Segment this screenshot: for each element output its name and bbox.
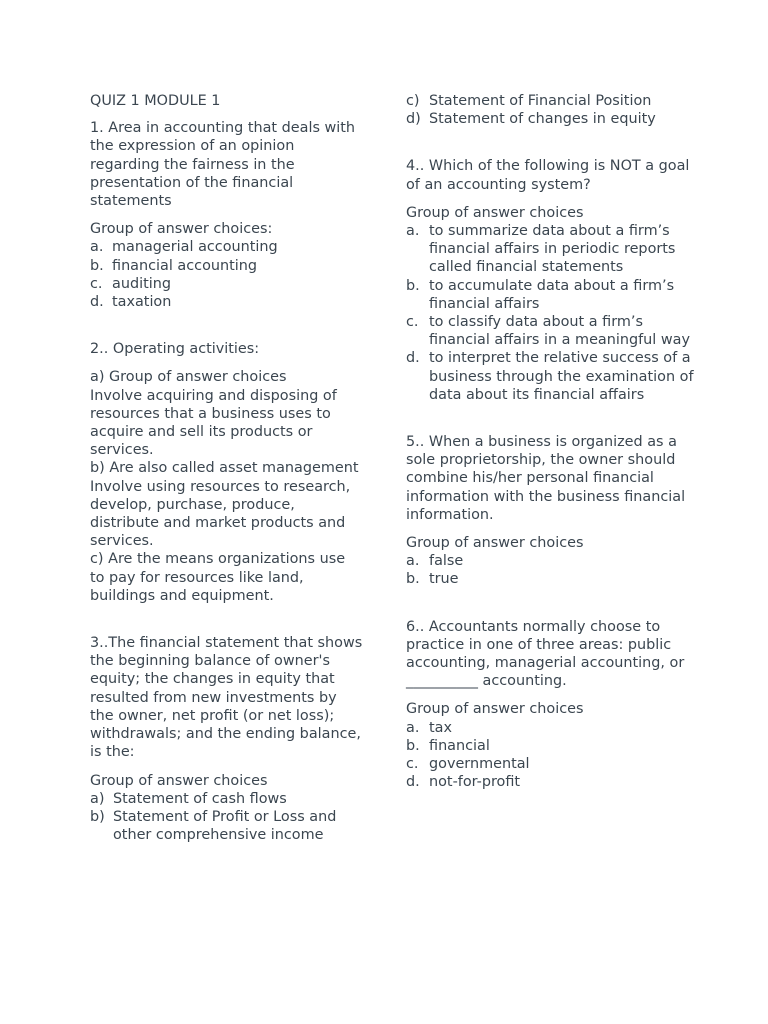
q5-group-label: Group of answer choices (406, 535, 584, 552)
choice-text: Statement of cash flows (113, 790, 287, 807)
choice-marker: d. (406, 350, 420, 367)
q1-choice-c[interactable] (90, 275, 364, 293)
choice-text: to summarize data about a firm’s financial affairs in periodic reports called financial statements (429, 223, 676, 276)
choice-marker: b. (90, 257, 104, 274)
q5-choice-b[interactable] (406, 570, 696, 588)
q4-choice-c[interactable] (406, 313, 696, 349)
q1-choices (90, 238, 364, 311)
q4-choice-b[interactable] (406, 277, 696, 313)
q3-choices (90, 790, 364, 845)
choice-text: financial accounting (112, 257, 258, 274)
right-column (406, 92, 696, 792)
q4-choice-d[interactable] (406, 349, 696, 404)
q2-line-4: Involve using resources to research, develop, purchase, produce, distribute and market products and services. (90, 478, 351, 550)
q1-group-label: Group of answer choices: (90, 221, 273, 238)
q3-choices-continued (406, 92, 696, 128)
choice-marker: c. (90, 275, 103, 292)
choice-text: taxation (112, 294, 172, 311)
choice-text: Statement of changes in equity (429, 111, 656, 128)
choice-text: tax (429, 719, 452, 736)
choice-marker: d. (406, 774, 420, 791)
q5-choices (406, 552, 696, 588)
q3-group-label: Group of answer choices (90, 772, 268, 789)
q4-choice-a[interactable] (406, 222, 696, 277)
choice-text: Statement of Financial Position (429, 93, 652, 109)
q3-text: 3..The financial statement that shows the beginning balance of owner's equity; the changes in equity that resulted from new investments by the owner, net profit (or net loss); withdrawals; and the ending balance, is the: (90, 635, 363, 761)
q2-line-2: Involve acquiring and disposing of resources that a business uses to acquire and sell its products or services. (90, 387, 337, 459)
q3-choice-b[interactable] (90, 808, 364, 844)
q6-group-label: Group of answer choices (406, 701, 584, 718)
q3-choice-d[interactable] (406, 110, 696, 128)
choice-marker: d) (406, 111, 421, 128)
q5-choice-a[interactable] (406, 552, 696, 570)
choice-text: financial (429, 737, 490, 754)
q6-choice-b[interactable] (406, 737, 696, 755)
q4-group-label: Group of answer choices (406, 204, 584, 221)
q4-choices (406, 222, 696, 404)
choice-marker: c) (406, 93, 420, 109)
choice-marker: d. (90, 294, 104, 311)
q3-choice-a[interactable] (90, 790, 364, 808)
q3-choice-c[interactable] (406, 92, 696, 110)
choice-marker: b) (90, 808, 105, 825)
choice-marker: a) (90, 790, 105, 807)
q2-body (90, 368, 364, 605)
choice-text: true (429, 571, 459, 588)
choice-marker: c. (406, 314, 419, 331)
choice-marker: a. (406, 223, 420, 240)
q6-choice-d[interactable] (406, 773, 696, 791)
q1-choice-d[interactable] (90, 293, 364, 311)
choice-text: to classify data about a firm’s financial affairs in a meaningful way (429, 314, 690, 349)
q6-choice-a[interactable] (406, 719, 696, 737)
choice-text: Statement of Profit or Loss and other comprehensive income (113, 808, 337, 844)
choice-text: to interpret the relative success of a business through the examination of data about its financial affairs (429, 350, 694, 403)
q2-line-5: c) Are the means organizations use to pay for resources like land, buildings and equipment. (90, 551, 346, 604)
q5-text: 5.. When a business is organized as a sole proprietorship, the owner should combine his/her personal financial information with the business financial information. (406, 434, 686, 523)
left-column (90, 92, 364, 844)
q1-text: 1. Area in accounting that deals with the expression of an opinion regarding the fairness in the presentation of the financial statements (90, 120, 356, 210)
quiz-title: QUIZ 1 MODULE 1 (90, 93, 221, 109)
q6-choice-c[interactable] (406, 755, 696, 773)
choice-marker: a. (406, 719, 420, 736)
choice-text: to accumulate data about a firm’s financial affairs (429, 277, 675, 312)
choice-text: auditing (112, 275, 171, 292)
choice-text: governmental (429, 756, 530, 773)
choice-marker: a. (406, 553, 420, 570)
choice-marker: b. (406, 737, 420, 754)
choice-marker: b. (406, 571, 420, 588)
q4-text: 4.. Which of the following is NOT a goal of an accounting system? (406, 158, 690, 193)
choice-text: not-for-profit (429, 774, 521, 791)
choice-text: false (429, 553, 464, 570)
q1-choice-a[interactable] (90, 238, 364, 256)
q1-choice-b[interactable] (90, 257, 364, 275)
q6-choices (406, 719, 696, 792)
choice-marker: b. (406, 277, 420, 294)
q2-line-1: a) Group of answer choices (90, 369, 287, 386)
q2-line-3: b) Are also called asset management (90, 460, 359, 477)
q6-text: 6.. Accountants normally choose to practice in one of three areas: public accounting, managerial accounting, or __________ accounting. (406, 618, 685, 690)
choice-text: managerial accounting (112, 239, 278, 256)
choice-marker: a. (90, 239, 104, 256)
choice-marker: c. (406, 756, 419, 773)
q2-text: 2.. Operating activities: (90, 341, 260, 358)
